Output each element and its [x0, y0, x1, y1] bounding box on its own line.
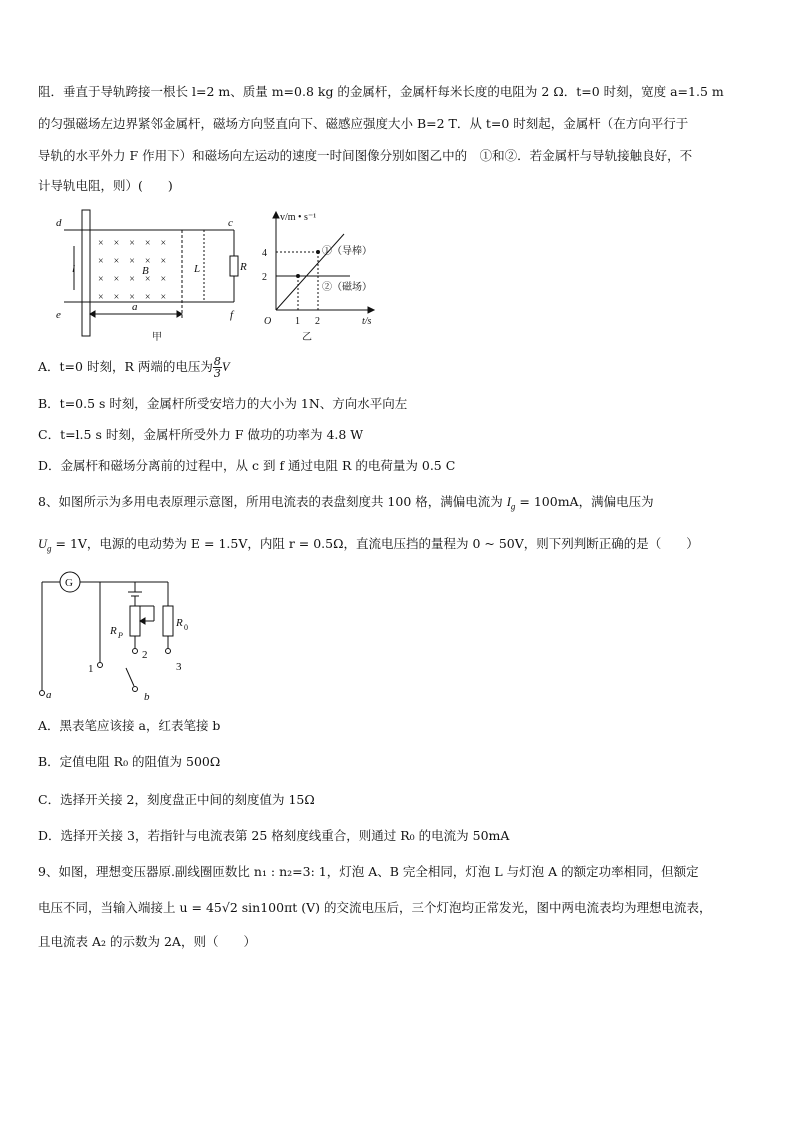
- fig-jia-label-e: e: [56, 309, 61, 321]
- fig-jia-label-f: f: [230, 309, 234, 321]
- fig-label-Rp-sub: P: [118, 631, 123, 640]
- q8-option-b: B．定值电阻 R₀ 的阻值为 500Ω: [38, 754, 221, 769]
- q9-stem-line1: 9、如图，理想变压器原.副线圈匝数比 n₁ : n₂=3: 1，灯泡 A、B 完全相同，灯泡 L 与灯泡 A 的额定功率相同，但额定: [38, 864, 699, 879]
- q7-stem-line4: 计导轨电阻，则）( ): [38, 178, 173, 193]
- q8-option-d: D．选择开关接 3，若指针与电流表第 25 格刻度线重合，则通过 R₀ 的电流为 50mA: [38, 828, 510, 843]
- fig-jia-label-l: l: [72, 263, 76, 275]
- galvanometer-G: G: [65, 577, 73, 589]
- q8-option-c: C．选择开关接 2，刻度盘正中间的刻度值为 15Ω: [38, 792, 315, 807]
- q8-symbol-sub: g: [47, 543, 52, 554]
- fraction-numerator: 8: [213, 355, 221, 368]
- fig-yi-label-rod: ①（导棒）: [322, 246, 372, 257]
- fig-jia-label-c: c: [228, 217, 233, 229]
- fig-jia-label-d: d: [56, 217, 62, 229]
- fig-jia-caption: 甲: [152, 332, 162, 343]
- q8-stem-text: = 100mA，满偏电压为: [515, 494, 654, 509]
- q7-option-a: [38, 356, 758, 379]
- q7-stem-line1: 阻．垂直于导轨跨接一根长 l=2 m、质量 m=0.8 kg 的金属杆，金属杆每米长度的电阻为 2 Ω．t=0 时刻，宽度 a=1.5 m: [38, 84, 724, 99]
- fig-yi-origin: O: [264, 316, 272, 327]
- fig-yi-tick-4: 4: [262, 248, 267, 259]
- fig-jia-label-B: B: [142, 265, 149, 277]
- fig-switch-1: 1: [88, 663, 94, 675]
- q7-figure-yi: [258, 206, 408, 346]
- q8-option-a: A．黑表笔应该接 a，红表笔接 b: [38, 718, 221, 733]
- q7-figure-jia: [44, 206, 254, 346]
- fig-terminal-b: b: [144, 691, 150, 703]
- fraction-denominator: 3: [213, 367, 221, 380]
- q7-option-c: C．t=l.5 s 时刻，金属杆所受外力 F 做功的功率为 4.8 W: [38, 427, 364, 442]
- q8-symbol-I: I: [506, 495, 511, 509]
- fig-terminal-a: a: [46, 689, 52, 701]
- q8-symbol-U: U: [38, 537, 48, 551]
- q7-option-b: B．t=0.5 s 时刻，金属杆所受安培力的大小为 1N、方向水平向左: [38, 396, 408, 411]
- svg-text:× × × × ×: × × × × ×: [98, 238, 167, 249]
- fig-label-Rp: R: [110, 625, 117, 637]
- fig-jia-label-L: L: [194, 263, 201, 275]
- q7-option-a-fraction: [213, 356, 222, 379]
- fig-switch-2: 2: [142, 649, 148, 661]
- fig-yi-caption: 乙: [302, 332, 312, 343]
- fig-yi-label-field: ②（磁场）: [322, 282, 372, 293]
- q8-stem-line1: [38, 492, 758, 517]
- q7-option-d: D．金属杆和磁场分离前的过程中，从 c 到 f 通过电阻 R 的电荷量为 0.5 C: [38, 458, 456, 473]
- q7-option-a-text: A．t=0 时刻，R 两端的电压为: [38, 359, 213, 374]
- fig-yi-ylabel: v/m • s⁻¹: [280, 212, 317, 223]
- fig-label-R0: R: [176, 617, 183, 629]
- fig-yi-tick-x2: 2: [315, 316, 320, 327]
- q7-stem-line3: 导轨的水平外力 F 作用下）和磁场向左运动的速度一时间图像分别如图乙中的 ①和②．若金属杆与导轨接触良好，不: [38, 148, 693, 163]
- q8-stem-text: = 1V，电源的电动势为 E = 1.5V，内阻 r = 0.5Ω，直流电压挡的量程为 0 ~ 50V，则下列判断正确的是（ ）: [51, 536, 699, 551]
- svg-text:× × × × ×: × × × × ×: [98, 292, 167, 303]
- fig-jia-label-a: a: [132, 301, 138, 313]
- fig-yi-tick-2: 2: [262, 272, 267, 283]
- q9-stem-line3: 且电流表 A₂ 的示数为 2A，则（ ）: [38, 934, 256, 949]
- q9-stem-line2: 电压不同，当输入端接上 u = 45√2 sin100πt (V) 的交流电压后，三个灯泡均正常发光，图中两电流表均为理想电流表，: [38, 900, 712, 915]
- q7-option-a-unit: V: [221, 360, 230, 374]
- fig-switch-3: 3: [176, 661, 182, 673]
- q8-symbol-sub: g: [510, 501, 516, 512]
- q7-stem-line2: 的匀强磁场左边界紧邻金属杆，磁场方向竖直向下、磁感应强度大小 B=2 T．从 t=0 时刻起，金属杆（在方向平行于: [38, 116, 689, 131]
- q8-stem-text: 8、如图所示为多用电表原理示意图，所用电流表的表盘刻度共 100 格，满偏电流为: [38, 494, 503, 509]
- fig-yi-xlabel: t/s: [362, 316, 372, 327]
- fig-jia-label-R: R: [240, 261, 247, 273]
- fig-yi-tick-x1: 1: [295, 316, 300, 327]
- q8-stem-line2: [38, 534, 758, 559]
- svg-text:× × × × ×: × × × × ×: [98, 256, 167, 267]
- fig-label-R0-sub: 0: [184, 623, 188, 632]
- q8-circuit-figure: [30, 566, 210, 706]
- svg-text:× × × × ×: × × × × ×: [98, 274, 167, 285]
